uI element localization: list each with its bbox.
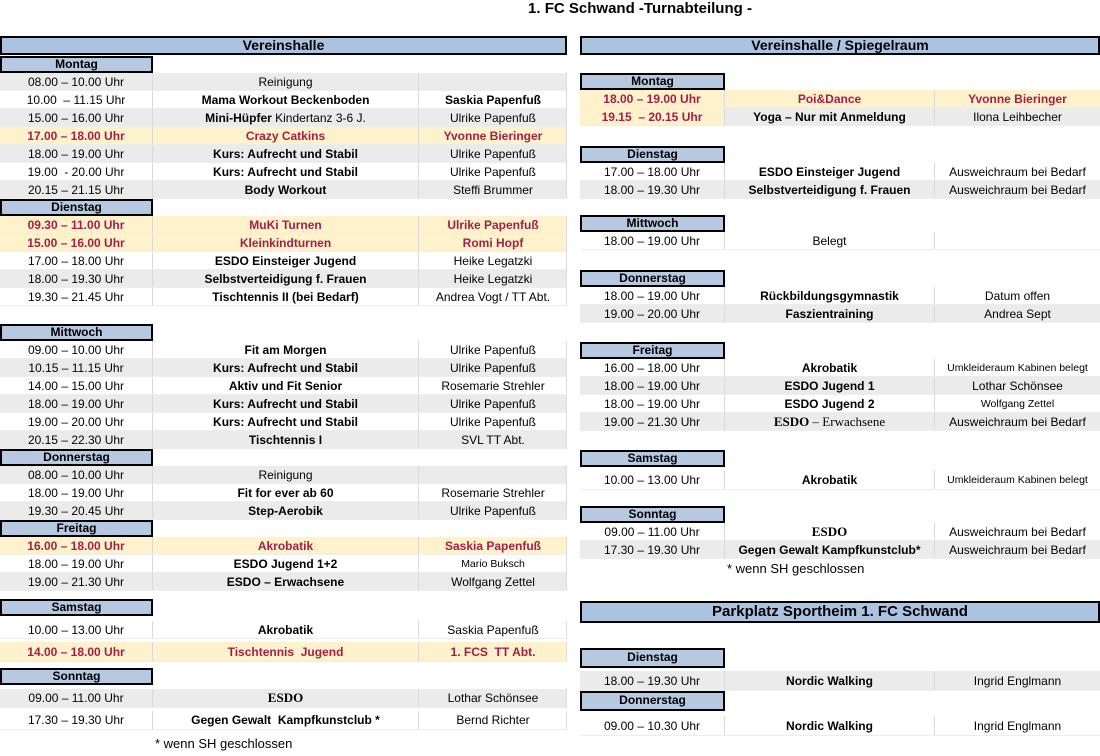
time-cell: 16.00 – 18.00 Uhr bbox=[27, 538, 125, 553]
activity-cell: Reinigung bbox=[152, 466, 418, 483]
activity-text-part: Kindertanz 3-6 J. bbox=[271, 110, 366, 125]
time-cell: 17.00 – 18.00 Uhr bbox=[27, 253, 125, 268]
day-header-mittwoch: Mittwoch bbox=[580, 215, 725, 232]
schedule-row bbox=[0, 537, 567, 555]
schedule-row bbox=[0, 573, 567, 591]
time-cell: 18.00 – 19.30 Uhr bbox=[603, 673, 701, 688]
schedule-row bbox=[580, 108, 1100, 126]
schedule-row bbox=[580, 395, 1100, 413]
activity-cell: Selbstverteidigung f. Frauen bbox=[724, 181, 934, 198]
leader-cell: Romi Hopf bbox=[418, 234, 567, 251]
leader-cell: Ulrike Papenfuß bbox=[418, 359, 567, 376]
day-section-freitag bbox=[0, 520, 567, 591]
time-cell: 19.00 - 20.00 Uhr bbox=[27, 164, 125, 179]
page-title: 1. FC Schwand -Turnabteilung - bbox=[528, 0, 752, 17]
activity-cell: ESDO bbox=[152, 689, 418, 707]
leader-cell: Heike Legatzki bbox=[418, 252, 567, 269]
leader-cell: Saskia Papenfuß bbox=[418, 537, 567, 554]
activity-cell: MuKi Turnen bbox=[152, 216, 418, 233]
leader-cell: Ulrike Papenfuß bbox=[418, 109, 567, 126]
schedule-row bbox=[0, 555, 567, 573]
schedule-row bbox=[0, 413, 567, 431]
leader-cell: Ulrike Papenfuß bbox=[418, 341, 567, 358]
leader-cell: SVL TT Abt. bbox=[418, 431, 567, 448]
time-cell: 18.00 – 19.00 Uhr bbox=[27, 556, 125, 571]
activity-cell bbox=[724, 413, 934, 430]
schedule-row bbox=[580, 359, 1100, 377]
activity-cell: ESDO Einsteiger Jugend bbox=[724, 163, 934, 180]
schedule-row bbox=[580, 413, 1100, 431]
activity-cell: Reinigung bbox=[152, 73, 418, 90]
leader-cell: Yvonne Bieringer bbox=[934, 90, 1100, 107]
day-header-sonntag: Sonntag bbox=[580, 506, 725, 523]
activity-cell: Selbstverteidigung f. Frauen bbox=[152, 270, 418, 287]
activity-cell: Fit for ever ab 60 bbox=[152, 484, 418, 501]
schedule-row bbox=[0, 621, 567, 639]
leader-cell: Ingrid Englmann bbox=[934, 716, 1100, 735]
activity-cell: Nordic Walking bbox=[724, 716, 934, 735]
activity-cell: ESDO Jugend 1 bbox=[724, 377, 934, 394]
time-cell: 15.00 – 16.00 Uhr bbox=[27, 235, 125, 250]
activity-cell: Kurs: Aufrecht und Stabil bbox=[152, 413, 418, 430]
schedule-row bbox=[0, 234, 567, 252]
time-cell: 08.00 – 10.00 Uhr bbox=[27, 467, 125, 482]
day-section-dienstag bbox=[580, 648, 1100, 691]
time-cell: 09.00 – 10.30 Uhr bbox=[603, 718, 701, 733]
day-header-samstag: Samstag bbox=[0, 599, 153, 616]
activity-cell: Gegen Gewalt Kampfkunstclub* bbox=[724, 541, 934, 558]
schedule-row bbox=[0, 288, 567, 306]
leader-cell: Ingrid Englmann bbox=[934, 671, 1100, 690]
leader-cell: Rosemarie Strehler bbox=[418, 484, 567, 501]
time-cell: 19.00 – 20.00 Uhr bbox=[603, 306, 701, 321]
activity-cell: ESDO Jugend 1+2 bbox=[152, 555, 418, 572]
day-header-montag: Montag bbox=[580, 73, 725, 90]
day-section-montag bbox=[0, 56, 567, 199]
activity-cell: Tischtennis II (bei Bedarf) bbox=[152, 288, 418, 305]
activity-cell: ESDO Jugend 2 bbox=[724, 395, 934, 412]
leader-cell: Rosemarie Strehler bbox=[418, 377, 567, 394]
footnote-left: * wenn SH geschlossen bbox=[155, 736, 293, 751]
schedule-row bbox=[0, 359, 567, 377]
time-cell: 15.00 – 16.00 Uhr bbox=[27, 110, 125, 125]
leader-cell: Lothar Schönsee bbox=[418, 689, 567, 707]
leader-cell: Datum offen bbox=[934, 287, 1100, 304]
leader-cell: Ulrike Papenfuß bbox=[418, 163, 567, 180]
schedule-row bbox=[580, 671, 1100, 691]
schedule-row bbox=[580, 377, 1100, 395]
time-cell: 18.00 – 19.30 Uhr bbox=[603, 182, 701, 197]
day-section-samstag bbox=[0, 599, 567, 662]
spiegelraum-and-parkplatz-column bbox=[580, 36, 1100, 736]
vereinshalle-table bbox=[0, 36, 567, 751]
activity-cell: Step-Aerobik bbox=[152, 502, 418, 519]
time-cell: 20.15 – 21.15 Uhr bbox=[27, 182, 125, 197]
schedule-row bbox=[0, 377, 567, 395]
schedule-row bbox=[0, 341, 567, 359]
schedule-row bbox=[580, 523, 1100, 541]
activity-cell: Gegen Gewalt Kampfkunstclub * bbox=[152, 711, 418, 729]
schedule-row bbox=[0, 145, 567, 163]
activity-cell: Kurs: Aufrecht und Stabil bbox=[152, 395, 418, 412]
schedule-row bbox=[580, 541, 1100, 559]
activity-cell: Tischtennis I bbox=[152, 431, 418, 448]
leader-cell: Ausweichraum bei Bedarf bbox=[934, 541, 1100, 558]
activity-cell: Kurs: Aufrecht und Stabil bbox=[152, 145, 418, 162]
activity-cell: ESDO – Erwachsene bbox=[152, 573, 418, 590]
leader-cell: Ilona Leihbecher bbox=[934, 108, 1100, 125]
activity-cell: Crazy Catkins bbox=[152, 127, 418, 144]
leader-cell: Bernd Richter bbox=[418, 711, 567, 729]
leader-cell: Heike Legatzki bbox=[418, 270, 567, 287]
leader-cell: Ausweichraum bei Bedarf bbox=[934, 181, 1100, 198]
activity-cell: Akrobatik bbox=[152, 621, 418, 638]
day-section-donnerstag bbox=[580, 270, 1100, 323]
day-section-sonntag bbox=[0, 668, 567, 730]
vereinshalle-sections bbox=[0, 56, 567, 730]
schedule-row bbox=[580, 232, 1100, 250]
time-cell: 18.00 – 19.00 Uhr bbox=[603, 378, 701, 393]
table-header-vereinshalle: Vereinshalle bbox=[0, 36, 567, 55]
leader-cell: Saskia Papenfuß bbox=[418, 91, 567, 108]
leader-cell: Wolfgang Zettel bbox=[418, 573, 567, 590]
leader-cell: Ulrike Papenfuß bbox=[418, 145, 567, 162]
schedule-row bbox=[0, 484, 567, 502]
footnote-right: * wenn SH geschlossen bbox=[727, 561, 865, 576]
leader-cell: Wolfgang Zettel bbox=[934, 395, 1100, 412]
activity-cell: Belegt bbox=[724, 232, 934, 249]
schedule-row bbox=[580, 163, 1100, 181]
leader-cell: Steffi Brummer bbox=[418, 181, 567, 198]
activity-cell: Akrobatik bbox=[152, 537, 418, 554]
day-section-donnerstag bbox=[580, 691, 1100, 736]
day-section-dienstag bbox=[580, 146, 1100, 199]
day-header-dienstag: Dienstag bbox=[580, 648, 725, 668]
activity-cell: Mama Workout Beckenboden bbox=[152, 91, 418, 108]
leader-cell: Ulrike Papenfuß bbox=[418, 216, 567, 233]
leader-cell: Ausweichraum bei Bedarf bbox=[934, 163, 1100, 180]
time-cell: 10.00 – 13.00 Uhr bbox=[603, 472, 701, 487]
time-cell: 19.30 – 20.45 Uhr bbox=[27, 503, 125, 518]
schedule-row bbox=[0, 689, 567, 708]
leader-cell: Andrea Vogt / TT Abt. bbox=[418, 288, 567, 305]
schedule-row bbox=[0, 73, 567, 91]
time-cell: 10.15 – 11.15 Uhr bbox=[28, 360, 124, 375]
leader-cell: Yvonne Bieringer bbox=[418, 127, 567, 144]
time-cell: 18.00 – 19.00 Uhr bbox=[603, 288, 701, 303]
day-header-donnerstag: Donnerstag bbox=[580, 270, 725, 287]
table-header-spiegelraum: Vereinshalle / Spiegelraum bbox=[580, 36, 1100, 55]
parkplatz-sections bbox=[580, 648, 1100, 736]
schedule-row bbox=[0, 127, 567, 145]
activity-text-part: Mini-Hüpfer bbox=[205, 110, 272, 125]
time-cell: 17.30 – 19.30 Uhr bbox=[27, 713, 125, 727]
leader-cell: Ulrike Papenfuß bbox=[418, 395, 567, 412]
activity-cell: Tischtennis Jugend bbox=[152, 642, 418, 661]
time-cell: 09.30 – 11.00 Uhr bbox=[27, 217, 125, 232]
time-cell: 10.00 – 13.00 Uhr bbox=[27, 622, 125, 637]
schedule-row bbox=[0, 711, 567, 730]
time-cell: 18.00 – 19.00 Uhr bbox=[27, 146, 125, 161]
time-cell: 19.00 – 21.30 Uhr bbox=[27, 574, 125, 589]
day-header-sonntag: Sonntag bbox=[0, 668, 153, 685]
time-cell: 09.00 – 11.00 Uhr bbox=[604, 524, 700, 539]
day-section-dienstag bbox=[0, 199, 567, 306]
day-section-donnerstag bbox=[0, 449, 567, 520]
time-cell: 09.00 – 11.00 Uhr bbox=[28, 691, 124, 705]
time-cell: 18.00 – 19.00 Uhr bbox=[27, 396, 125, 411]
leader-cell: Mario Buksch bbox=[418, 555, 567, 572]
activity-cell: Kurs: Aufrecht und Stabil bbox=[152, 163, 418, 180]
leader-cell: Lothar Schönsee bbox=[934, 377, 1100, 394]
time-cell: 17.30 – 19.30 Uhr bbox=[603, 542, 701, 557]
time-cell: 17.00 – 18.00 Uhr bbox=[27, 128, 125, 143]
spiegelraum-sections bbox=[580, 73, 1100, 559]
day-header-montag: Montag bbox=[0, 56, 153, 73]
day-section-samstag bbox=[580, 450, 1100, 490]
time-cell: 17.00 – 18.00 Uhr bbox=[603, 164, 701, 179]
activity-cell: Poi&Dance bbox=[724, 90, 934, 107]
activity-text-part: – Erwachsene bbox=[809, 413, 886, 429]
schedule-row bbox=[0, 466, 567, 484]
time-cell: 18.00 – 19.00 Uhr bbox=[603, 91, 701, 106]
day-header-dienstag: Dienstag bbox=[0, 199, 153, 216]
schedule-row bbox=[0, 109, 567, 127]
leader-cell bbox=[418, 466, 567, 483]
day-section-mittwoch bbox=[0, 324, 567, 449]
leader-cell: Ulrike Papenfuß bbox=[418, 413, 567, 430]
leader-cell: 1. FCS TT Abt. bbox=[418, 642, 567, 661]
time-cell: 19.00 – 20.00 Uhr bbox=[27, 414, 125, 429]
schedule-row bbox=[580, 181, 1100, 199]
schedule-row bbox=[0, 91, 567, 109]
activity-cell: Fit am Morgen bbox=[152, 341, 418, 358]
time-cell: 10.00 – 11.15 Uhr bbox=[26, 92, 126, 107]
schedule-row bbox=[0, 502, 567, 520]
time-cell: 09.00 – 10.00 Uhr bbox=[27, 342, 125, 357]
schedule-row bbox=[0, 252, 567, 270]
schedule-row bbox=[580, 716, 1100, 736]
leader-cell bbox=[418, 73, 567, 90]
activity-cell: Akrobatik bbox=[724, 359, 934, 376]
schedule-row bbox=[0, 163, 567, 181]
activity-cell: Kurs: Aufrecht und Stabil bbox=[152, 359, 418, 376]
activity-text-part: ESDO bbox=[773, 413, 810, 429]
leader-cell: Andrea Sept bbox=[934, 305, 1100, 322]
leader-cell bbox=[934, 232, 1100, 249]
leader-cell: Ausweichraum bei Bedarf bbox=[934, 413, 1100, 430]
leader-cell: Umkleideraum Kabinen belegt bbox=[934, 359, 1100, 376]
day-header-donnerstag: Donnerstag bbox=[0, 449, 153, 466]
activity-cell: Yoga – Nur mit Anmeldung bbox=[724, 108, 934, 125]
time-cell: 14.00 – 15.00 Uhr bbox=[27, 378, 125, 393]
day-header-dienstag: Dienstag bbox=[580, 146, 725, 163]
table-header-parkplatz: Parkplatz Sportheim 1. FC Schwand bbox=[580, 601, 1100, 623]
schedule-row bbox=[0, 395, 567, 413]
time-cell: 08.00 – 10.00 Uhr bbox=[27, 74, 125, 89]
day-header-samstag: Samstag bbox=[580, 450, 725, 467]
day-header-freitag: Freitag bbox=[580, 342, 725, 359]
activity-cell: ESDO bbox=[724, 523, 934, 540]
day-header-donnerstag: Donnerstag bbox=[580, 691, 725, 711]
schedule-row bbox=[580, 305, 1100, 323]
activity-cell: ESDO Einsteiger Jugend bbox=[152, 252, 418, 269]
schedule-row bbox=[0, 216, 567, 234]
time-cell: 18.00 – 19.00 Uhr bbox=[27, 485, 125, 500]
time-cell: 19.30 – 21.45 Uhr bbox=[27, 289, 125, 304]
time-cell: 19.00 – 21.30 Uhr bbox=[603, 414, 701, 429]
activity-cell: Akrobatik bbox=[724, 470, 934, 489]
activity-cell: Kleinkindturnen bbox=[152, 234, 418, 251]
time-cell: 14.00 – 18.00 Uhr bbox=[27, 644, 125, 659]
leader-cell: Saskia Papenfuß bbox=[418, 621, 567, 638]
day-section-montag bbox=[580, 73, 1100, 126]
leader-cell: Ulrike Papenfuß bbox=[418, 502, 567, 519]
activity-cell: Aktiv und Fit Senior bbox=[152, 377, 418, 394]
day-header-freitag: Freitag bbox=[0, 520, 153, 537]
schedule-row bbox=[0, 181, 567, 199]
day-section-mittwoch bbox=[580, 215, 1100, 250]
schedule-row bbox=[580, 287, 1100, 305]
activity-cell: Rückbildungsgymnastik bbox=[724, 287, 934, 304]
schedule-row bbox=[580, 90, 1100, 108]
schedule-row bbox=[0, 431, 567, 449]
time-cell: 18.00 – 19.30 Uhr bbox=[27, 271, 125, 286]
time-cell: 16.00 – 18.00 Uhr bbox=[603, 360, 701, 375]
leader-cell: Ausweichraum bei Bedarf bbox=[934, 523, 1100, 540]
leader-cell: Umkleideraum Kabinen belegt bbox=[934, 470, 1100, 489]
day-section-sonntag bbox=[580, 506, 1100, 559]
time-cell: 19.15 – 20.15 Uhr bbox=[580, 108, 724, 125]
time-cell: 20.15 – 22.30 Uhr bbox=[27, 432, 125, 447]
activity-cell: Nordic Walking bbox=[724, 671, 934, 690]
activity-cell bbox=[152, 109, 418, 126]
activity-cell: Body Workout bbox=[152, 181, 418, 198]
day-section-freitag bbox=[580, 342, 1100, 431]
schedule-row bbox=[580, 470, 1100, 490]
time-cell: 18.00 – 19.00 Uhr bbox=[603, 233, 701, 248]
time-cell: 18.00 – 19.00 Uhr bbox=[603, 396, 701, 411]
day-header-mittwoch: Mittwoch bbox=[0, 324, 153, 341]
schedule-row bbox=[0, 642, 567, 662]
schedule-row bbox=[0, 270, 567, 288]
activity-cell: Faszientraining bbox=[724, 305, 934, 322]
